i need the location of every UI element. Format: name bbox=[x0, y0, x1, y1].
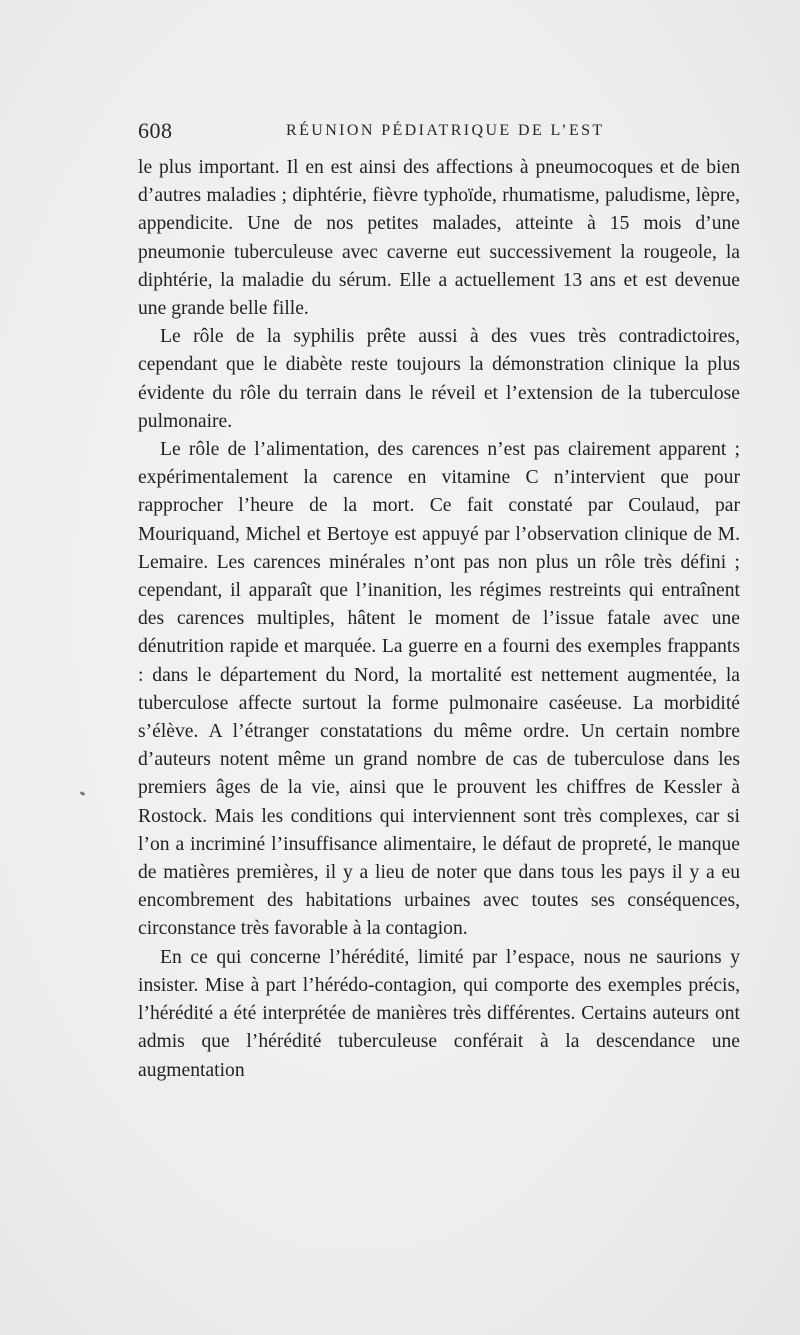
running-head bbox=[138, 118, 740, 148]
paragraph-syphilis: Le rôle de la syphilis prête aussi à des vues très contradictoires, cependant que le diabète reste toujours la démonstration clinique la plus évidente du rôle du terrain dans le réveil et l’extension de la tuberculose pulmonaire. bbox=[138, 326, 740, 432]
body-text bbox=[138, 154, 740, 1085]
running-title: RÉUNION PÉDIATRIQUE DE L’EST bbox=[286, 122, 605, 139]
page-number: 608 bbox=[138, 118, 173, 143]
ink-speck bbox=[80, 791, 86, 796]
paragraph-alimentation: Le rôle de l’alimentation, des carences n’est pas clairement apparent ; expérimentalement la carence en vitamine C n’intervient que pour rapprocher l’heure de la mort. Ce fait constaté par Coulaud, par Mouriquand, Michel et Bertoye est appuyé par l’observation clinique de M. Lemaire. Les carences minérales n’ont pas non plus un rôle très défini ; cependant, il apparaît que l’inanition, les régimes restreints qui entraînent des carences multiples, hâtent le moment de l’issue fatale avec une dénutrition rapide et marquée. La guerre en a fourni des exemples frappants : dans le département du Nord, la mortalité est nettement augmentée, la tuberculose affecte surtout la forme pulmonaire caséeuse. La morbidité s’élève. A l’étranger constatations du même ordre. Un certain nombre d’auteurs notent même un grand nombre de cas de tuberculose dans les premiers âges de la vie, ainsi que le prouvent les chiffres de Kessler à Rostock. Mais les conditions qui interviennent sont très complexes, car si l’on a incriminé l’insuffisance alimentaire, le défaut de propreté, le manque de matières premières, il y a lieu de noter que dans tous les pays il y a eu encombrement des habitations urbaines avec toutes ses conséquences, circonstance très favorable à la contagion. bbox=[138, 439, 740, 940]
paragraph-continuation: le plus important. Il en est ainsi des affections à pneumocoques et de bien d’autres maladies ; diphtérie, fièvre typhoïde, rhumatisme, paludisme, lèpre, appendicite. Une de nos petites malades, atteinte à 15 mois d’une pneumonie tuberculeuse avec caverne eut successivement la rougeole, la diphtérie, la maladie du sérum. Elle a actuellement 13 ans et est devenue une grande belle fille. bbox=[138, 157, 740, 320]
paragraph-heredite: En ce qui concerne l’hérédité, limité par l’espace, nous ne saurions y insister. Mise à part l’hérédo-contagion, qui comporte des exemples précis, l’hérédité a été interprétée de manières très différentes. Certains auteurs ont admis que l’hérédité tuberculeuse conférait à la descendance une augmentation bbox=[138, 946, 740, 1081]
